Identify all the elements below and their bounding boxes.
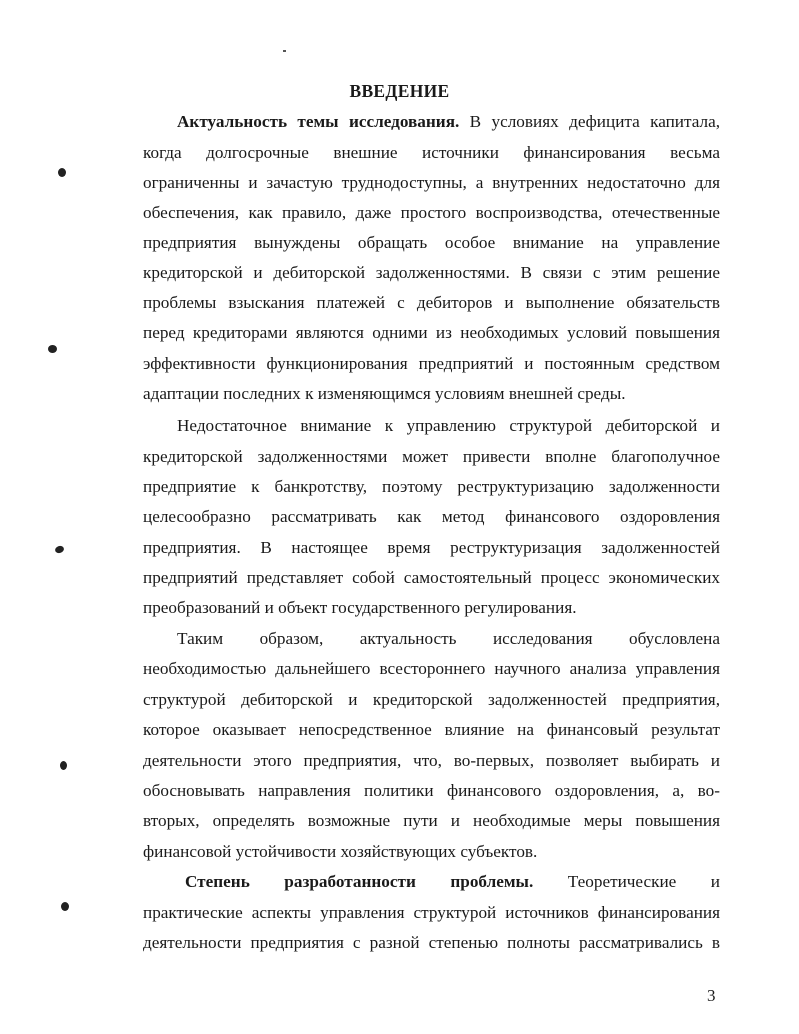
binder-hole-mark	[58, 168, 66, 177]
paragraph-3-line: которое оказывает непосредственное влияние на финансовый результат	[143, 720, 720, 739]
paragraph-1-line: когда долгосрочные внешние источники финансирования весьма	[143, 143, 720, 162]
paragraph-1-line: кредиторской и дебиторской задолженностями. В связи с этим решение	[143, 263, 720, 282]
page-heading: ВВЕДЕНИЕ	[349, 81, 450, 101]
paragraph-4-line: деятельности предприятия с разной степенью полноты рассматривались в	[143, 933, 720, 952]
paragraph-4-line: практические аспекты управления структурой источников финансирования	[143, 903, 720, 922]
paragraph-1-line-1-rest: В условиях дефицита капитала,	[459, 112, 720, 131]
paragraph-3-line: вторых, определять возможные пути и необходимые меры повышения	[143, 811, 720, 830]
paragraph-1-line-1	[177, 111, 720, 133]
paragraph-1-line: проблемы взыскания платежей с дебиторов и выполнение обязательств	[143, 293, 720, 312]
paragraph-3-line: финансовой устойчивости хозяйствующих субъектов.	[143, 842, 538, 861]
scan-speck	[283, 50, 286, 52]
paragraph-2-line: предприятие к банкротству, поэтому реструктуризацию задолженности	[143, 477, 720, 496]
binder-hole-mark	[60, 761, 67, 770]
paragraph-3-line: обосновывать направления политики финансового оздоровления, а, во-	[143, 781, 720, 800]
paragraph-2-line: кредиторской задолженностями может привести вполне благополучное	[143, 447, 720, 466]
paragraph-1-line: ограниченны и зачастую труднодоступны, а внутренних недостаточно для	[143, 173, 720, 192]
paragraph-4-line-1-rest: Теоретические и	[533, 872, 720, 891]
binder-hole-mark	[48, 345, 57, 353]
binder-hole-mark	[61, 902, 69, 911]
paragraph-2-line: предприятия. В настоящее время реструктуризация задолженностей	[143, 538, 720, 557]
paragraph-4-lead: Степень разработанности проблемы.	[185, 872, 534, 891]
paragraph-1-line: эффективности функционирования предприятий и постоянным средством	[143, 354, 720, 373]
paragraph-2-line: предприятий представляет собой самостоятельный процесс экономических	[143, 568, 720, 587]
paragraph-3-line: деятельности этого предприятия, что, во-первых, позволяет выбирать и	[143, 751, 720, 770]
paragraph-3-line: структурой дебиторской и кредиторской задолженностей предприятия,	[143, 690, 720, 709]
binder-hole-mark	[54, 545, 65, 555]
paragraph-3-line: необходимостью дальнейшего всестороннего научного анализа управления	[143, 659, 720, 678]
paragraph-1-line: предприятия вынуждены обращать особое внимание на управление	[143, 233, 720, 252]
paragraph-1-line: обеспечения, как правило, даже простого воспроизводства, отечественные	[143, 203, 720, 222]
paragraph-3-line: Таким образом, актуальность исследования обусловлена	[177, 629, 720, 648]
paragraph-4-line-1	[185, 871, 720, 893]
paragraph-1-line: перед кредиторами являются одними из необходимых условий повышения	[143, 323, 720, 342]
paragraph-2-line: преобразований и объект государственного регулирования.	[143, 598, 577, 617]
paragraph-1-lead: Актуальность темы исследования.	[177, 112, 460, 131]
paragraph-2-line: Недостаточное внимание к управлению структурой дебиторской и	[177, 416, 720, 435]
paragraph-2-line: целесообразно рассматривать как метод финансового оздоровления	[143, 507, 720, 526]
page-number: 3	[707, 986, 716, 1005]
paragraph-1-line: адаптации последних к изменяющимся условиям внешней среды.	[143, 384, 626, 403]
